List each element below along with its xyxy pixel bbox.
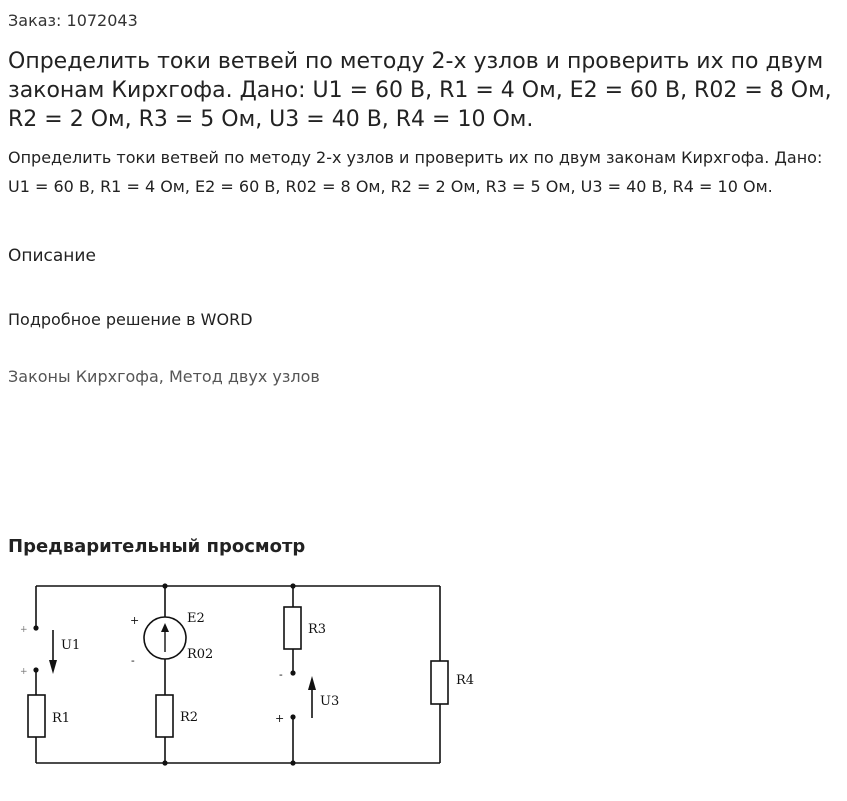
emf-source-e2 <box>144 617 186 659</box>
resistor-r2 <box>156 695 173 737</box>
label-u3: U3 <box>320 694 340 709</box>
sign-u3-plus: + <box>275 712 285 725</box>
resistor-r4 <box>431 661 448 704</box>
label-r2: R2 <box>180 710 199 725</box>
label-u1: U1 <box>61 638 81 653</box>
tag-kirchhoff-laws[interactable]: Законы Кирхгофа <box>8 367 159 386</box>
order-number: Заказ: 1072043 <box>8 11 138 30</box>
sign-u1-top: + <box>20 625 28 635</box>
circuit-preview <box>0 570 500 775</box>
voltage-arrow-u1 <box>49 630 57 674</box>
sign-e2-minus: - <box>131 654 135 667</box>
sign-e2-plus: + <box>130 614 140 627</box>
label-r02: R02 <box>187 647 214 662</box>
label-r4: R4 <box>456 673 475 688</box>
label-r1: R1 <box>52 711 71 726</box>
label-r3: R3 <box>308 622 327 637</box>
solution-note: Подробное решение в WORD <box>8 310 253 329</box>
sign-u3-minus: - <box>279 668 283 681</box>
circuit-wires <box>36 586 440 763</box>
sign-u1-bottom: + <box>20 667 28 677</box>
voltage-arrow-u3 <box>308 676 316 718</box>
label-e2: E2 <box>187 611 205 626</box>
tag-separator: , <box>158 367 164 386</box>
description-section-label: Описание <box>8 246 96 266</box>
task-description: Определить токи ветвей по методу 2-х узлов и проверить их по двум законам Кирхгофа. Дано: U1 = 60 В, R1 = 4 Ом, E2 = 60 В, R02 = 8 Ом, R2 = 2 Ом, R3 = 5 Ом, U3 = 40 В, R4 = 10 Ом. <box>8 148 823 196</box>
page-title: Определить токи ветвей по методу 2-х узлов и проверить их по двум законам Кирхгофа. Дано: U1 = 60 В, R1 = 4 Ом, E2 = 60 В, R02 = 8 Ом, R2 = 2 Ом, R3 = 5 Ом, U3 = 40 В, R4 = 10 Ом. <box>8 49 832 132</box>
tag-two-node-method[interactable]: Метод двух узлов <box>168 367 320 386</box>
preview-heading: Предварительный просмотр <box>8 536 306 557</box>
circuit-diagram <box>0 570 500 775</box>
resistor-r1 <box>28 695 45 737</box>
resistor-r3 <box>284 607 301 649</box>
tag-list <box>8 366 320 388</box>
